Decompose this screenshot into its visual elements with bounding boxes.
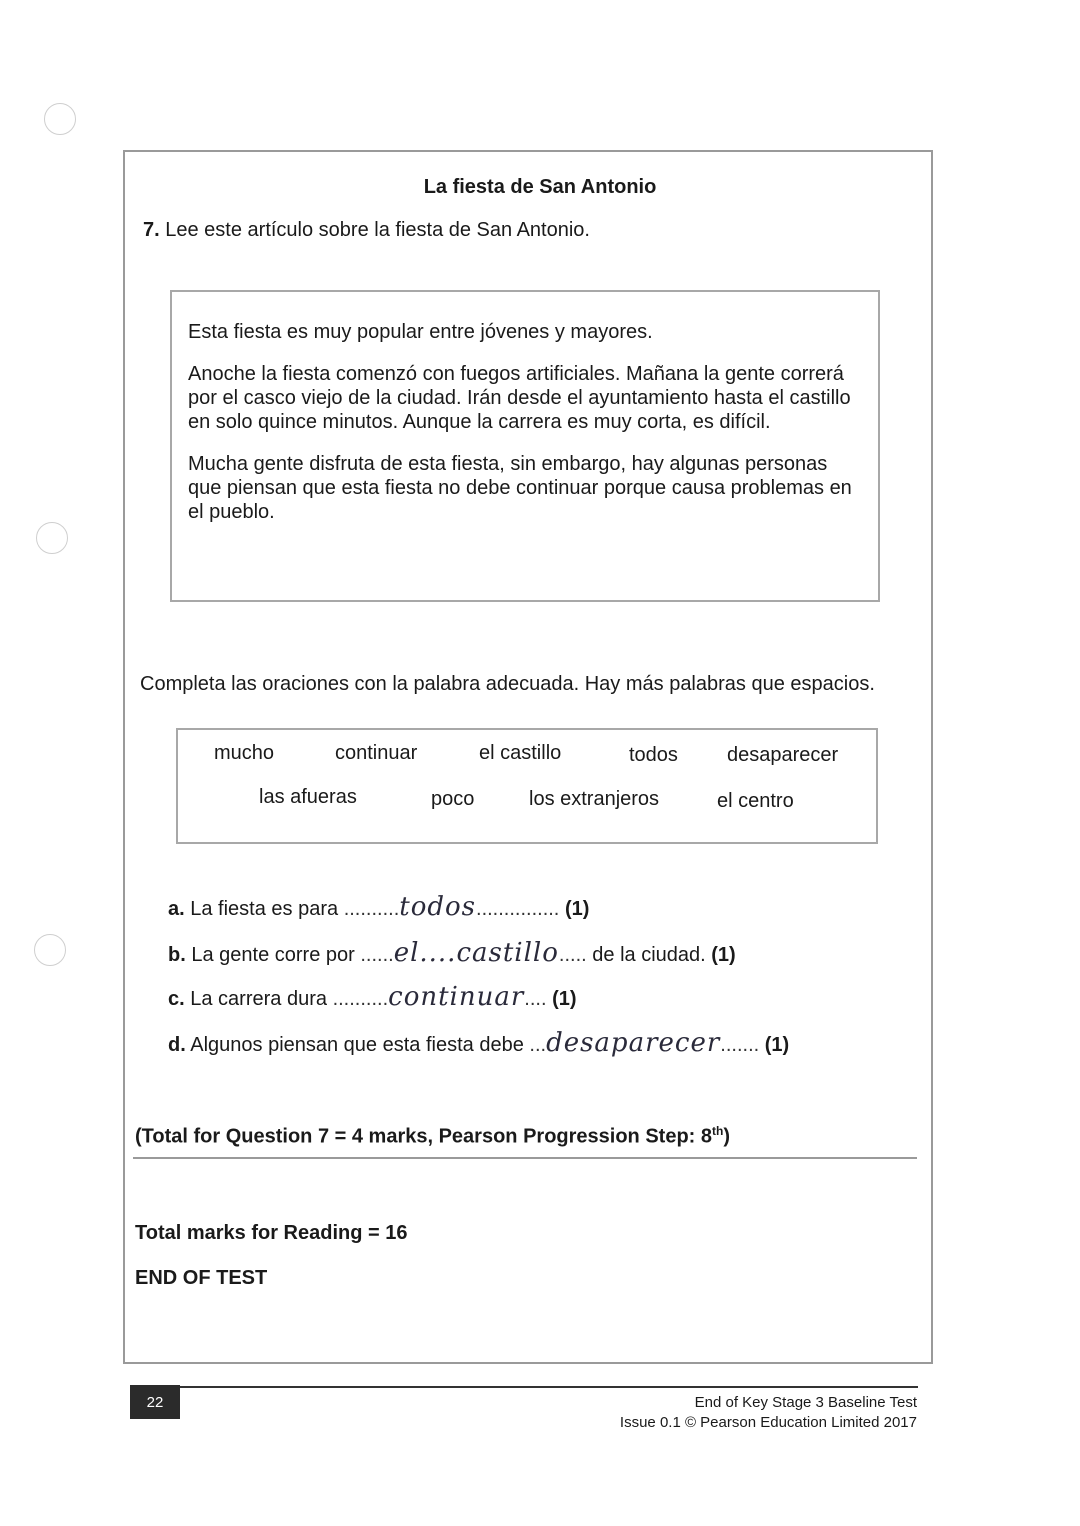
item-mark: (1) [552, 988, 577, 1010]
blank-dots: ..... [558, 944, 587, 966]
blank-dots: .......... [332, 988, 389, 1010]
blank-dots: ....... [720, 1034, 760, 1056]
punch-hole-top [44, 103, 76, 135]
handwritten-answer[interactable]: todos [399, 892, 477, 922]
word-bank-item: desaparecer [727, 744, 839, 766]
blank-dots: ............... [476, 898, 560, 920]
question-text: Lee este artículo sobre la fiesta de San Antonio. [165, 219, 590, 241]
question-total-text: (Total for Question 7 = 4 marks, Pearson Progression Step: 8 [135, 1125, 713, 1148]
page-title: La fiesta de San Antonio [423, 176, 657, 198]
item-mark: (1) [711, 944, 736, 966]
page-number: 22 [130, 1385, 180, 1419]
blank-dots: ... [529, 1034, 547, 1056]
answer-item-b [168, 938, 736, 968]
footer-text [620, 1393, 917, 1433]
end-of-test: END OF TEST [135, 1267, 268, 1289]
item-letter: a. [168, 898, 185, 920]
word-bank-item: las afueras [259, 786, 357, 808]
word-bank [176, 728, 878, 844]
item-letter: c. [168, 988, 185, 1010]
word-bank-item: continuar [335, 742, 418, 764]
question-total [135, 1124, 730, 1149]
item-letter: d. [168, 1034, 186, 1056]
article-paragraph: Esta fiesta es muy popular entre jóvenes y mayores. [188, 321, 653, 343]
question-number: 7. [143, 219, 160, 241]
item-mark: (1) [564, 898, 590, 920]
blank-dots: ...... [360, 944, 394, 966]
reading-total: Total marks for Reading = 16 [135, 1222, 408, 1244]
instruction-text: Completa las oraciones con la palabra adecuada. Hay más palabras que espacios. [140, 673, 875, 695]
article-paragraph: Mucha gente disfruta de esta fiesta, sin embargo, hay algunas personas que piensan que esta fiesta no debe continuar porque causa problemas en el pueblo. [188, 453, 852, 523]
question-prompt [143, 219, 590, 242]
article-paragraph: Anoche la fiesta comenzó con fuegos artificiales. Mañana la gente correrá por el casco viejo de la ciudad. Irán desde el ayuntamiento hasta el castillo en solo quince minutos. Aunque la carrera es muy corta, es difícil. [188, 363, 851, 433]
word-bank-item: el castillo [479, 742, 562, 764]
answer-item-c [168, 982, 577, 1012]
divider [133, 1157, 917, 1159]
item-text: La carrera dura [190, 988, 327, 1010]
answer-item-a [168, 892, 589, 922]
word-bank-item: el centro [717, 790, 794, 812]
blank-dots: .... [524, 988, 547, 1010]
footer-line-1: End of Key Stage 3 Baseline Test [694, 1394, 917, 1411]
footer-divider [180, 1386, 918, 1388]
item-mark: (1) [764, 1034, 790, 1056]
item-text: La fiesta es para [190, 898, 339, 920]
item-text-after: de la ciudad. [592, 944, 706, 966]
question-total-close: ) [723, 1125, 731, 1148]
blank-dots: .......... [343, 898, 400, 920]
word-bank-item: mucho [214, 742, 275, 764]
word-bank-item: los extranjeros [529, 788, 660, 810]
handwritten-answer[interactable]: el....castillo [393, 938, 559, 968]
item-text: La gente corre por [191, 944, 355, 966]
item-letter: b. [168, 944, 186, 966]
handwritten-answer[interactable]: desaparecer [546, 1028, 721, 1058]
article-box [170, 290, 880, 602]
punch-hole-middle [36, 522, 68, 554]
word-bank-item: todos [629, 744, 678, 766]
question-total-sup: th [712, 1124, 724, 1138]
punch-hole-bottom [34, 934, 66, 966]
handwritten-answer[interactable]: continuar [388, 982, 525, 1012]
item-text: Algunos piensan que esta fiesta debe [190, 1034, 524, 1056]
answer-item-d [168, 1028, 789, 1058]
word-bank-item: poco [431, 788, 475, 810]
footer-line-2: Issue 0.1 © Pearson Education Limited 2017 [619, 1414, 917, 1431]
